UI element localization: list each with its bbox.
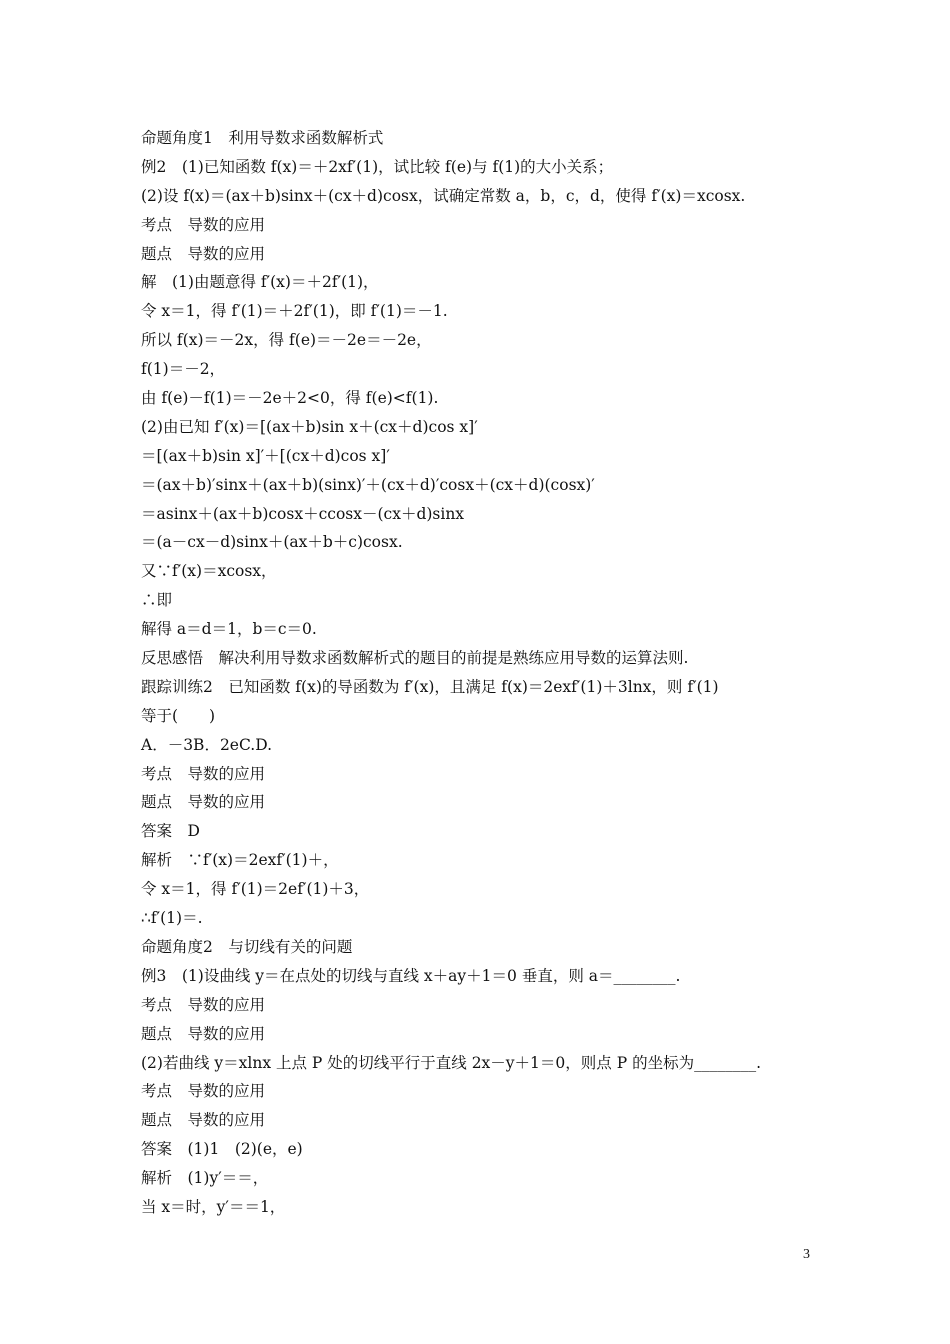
text-line: 跟踪训练2 已知函数 f(x)的导函数为 f′(x)，且满足 f(x)＝2exf′(1)＋3lnx，则 f′(1) (141, 677, 719, 696)
text-line: (2)由已知 f′(x)＝[(ax＋b)sin x＋(cx＋d)cos x]′ (141, 417, 478, 436)
text-line: 令 x＝1，得 f′(1)＝2ef′(1)＋3， (141, 880, 370, 899)
text-line: 题点 导数的应用 (141, 1024, 266, 1043)
text-line: 令 x＝1，得 f′(1)＝＋2f′(1)，即 f′(1)＝－1. (141, 302, 448, 321)
text-body (141, 124, 821, 1222)
text-line: 解 (1)由题意得 f′(x)＝＋2f′(1)， (141, 273, 379, 292)
text-line: 考点 导数的应用 (141, 995, 266, 1014)
text-line: 又∵f′(x)＝xcosx， (141, 562, 277, 581)
text-line: (2)若曲线 y＝xlnx 上点 P 处的切线平行于直线 2x－y＋1＝0，则点 P 的坐标为________. (141, 1053, 761, 1072)
section-heading: 命题角度1 利用导数求函数解析式 (141, 129, 384, 147)
section-heading: 命题角度2 与切线有关的问题 (141, 937, 353, 956)
text-line: ∴即 (141, 591, 173, 610)
text-line: 例3 (1)设曲线 y＝在点处的切线与直线 x＋ay＋1＝0 垂直，则 a＝________. (141, 966, 681, 985)
text-line: 所以 f(x)＝－2x，得 f(e)＝－2e＝－2e， (141, 331, 432, 350)
text-line: 由 f(e)－f(1)＝－2e＋2<0，得 f(e)<f(1). (141, 389, 439, 408)
text-line: 解析 (1)y′＝＝， (141, 1169, 269, 1188)
text-line: ∴f′(1)＝. (141, 909, 203, 928)
text-line: 答案 D (141, 822, 200, 841)
text-line: 解析 ∵f′(x)＝2exf′(1)＋， (141, 851, 339, 870)
page-number: 3 (803, 1247, 810, 1262)
text-line: 答案 (1)1 (2)(e，e) (141, 1140, 303, 1159)
text-line: A．－3B．2eC.D. (141, 735, 273, 754)
text-line: 题点 导数的应用 (141, 1111, 266, 1130)
text-line: (2)设 f(x)＝(ax＋b)sinx＋(cx＋d)cosx，试确定常数 a，b，c，d，使得 f′(x)＝xcosx. (141, 186, 746, 205)
text-line: 考点 导数的应用 (141, 1082, 266, 1101)
text-line: 例2 (1)已知函数 f(x)＝＋2xf′(1)，试比较 f(e)与 f(1)的大小关系； (141, 157, 614, 176)
text-line: ＝[(ax＋b)sin x]′＋[(cx＋d)cos x]′ (141, 446, 390, 465)
text-line: 题点 导数的应用 (141, 244, 266, 263)
text-line: f(1)＝－2， (141, 360, 226, 379)
text-line: ＝(a－cx－d)sinx＋(ax＋b＋c)cosx. (141, 533, 403, 552)
text-line: 解得 a＝d＝1，b＝c＝0. (141, 620, 317, 639)
text-line: 当 x＝时，y′＝＝1， (141, 1197, 286, 1216)
text-line: 等于( ) (141, 706, 216, 725)
text-line: 考点 导数的应用 (141, 764, 266, 783)
text-line: ＝(ax＋b)′sinx＋(ax＋b)(sinx)′＋(cx＋d)′cosx＋(cx＋d)(cosx)′ (141, 475, 595, 494)
text-line: 考点 导数的应用 (141, 215, 266, 234)
text-line: ＝asinx＋(ax＋b)cosx＋ccosx－(cx＋d)sinx (141, 504, 465, 523)
text-line: 反思感悟 解决利用导数求函数解析式的题目的前提是熟练应用导数的运算法则. (141, 649, 689, 668)
text-line: 题点 导数的应用 (141, 793, 266, 812)
